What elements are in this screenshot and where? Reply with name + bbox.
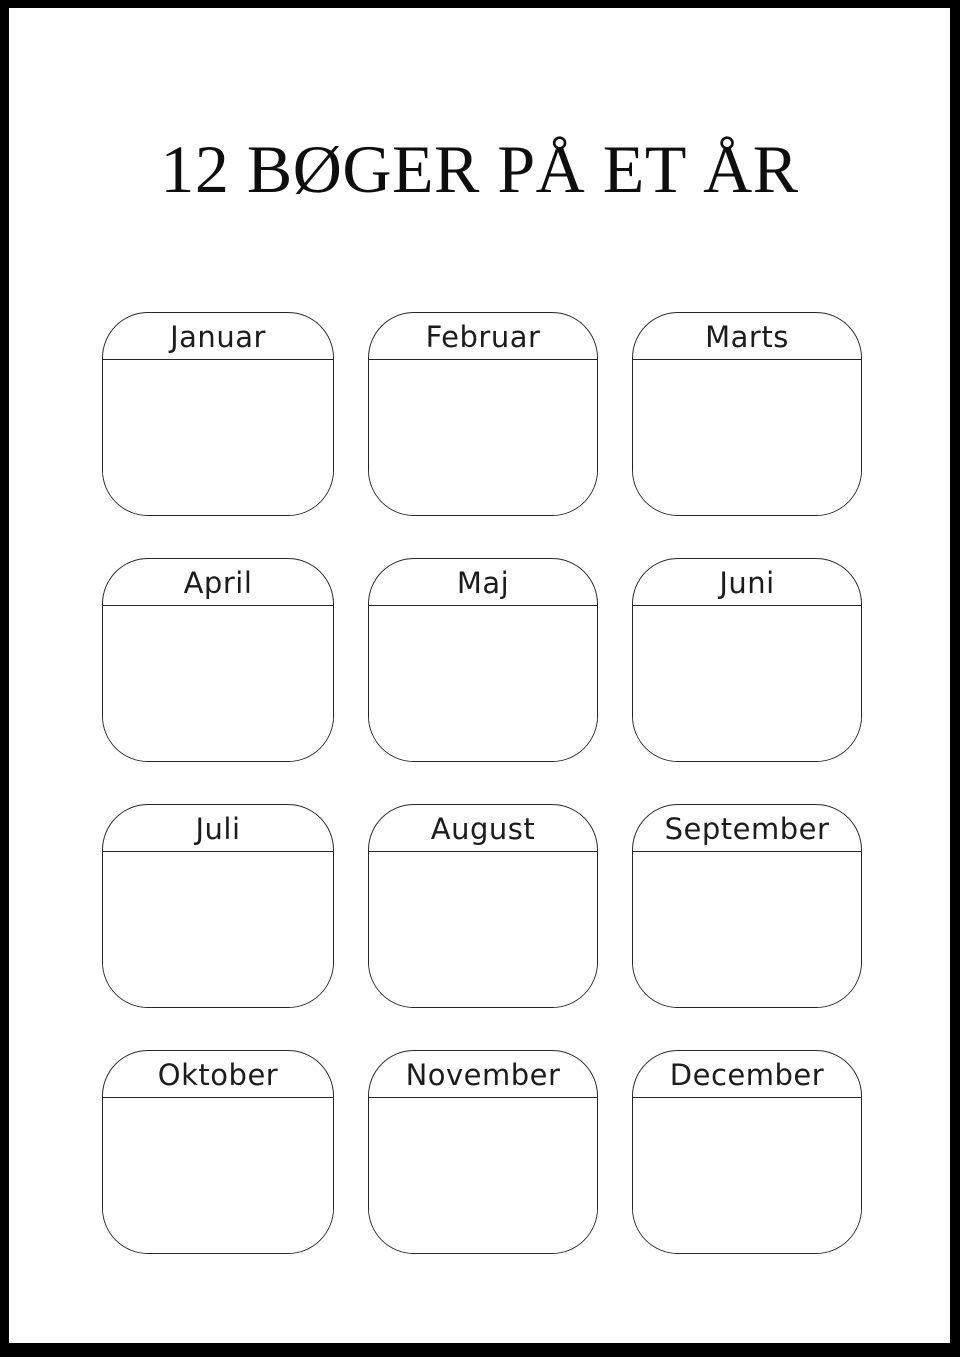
month-entry-area	[633, 852, 861, 1007]
month-box-juni	[632, 558, 862, 762]
month-label: Juli	[195, 811, 241, 846]
month-entry-area	[369, 360, 597, 515]
month-entry-area	[369, 852, 597, 1007]
month-header	[633, 1051, 861, 1098]
month-header	[103, 805, 333, 852]
page-title: 12 BØGER PÅ ET ÅR	[160, 131, 799, 207]
month-box-december	[632, 1050, 862, 1254]
month-header	[103, 1051, 333, 1098]
month-label: Marts	[705, 319, 789, 354]
month-header	[369, 559, 597, 606]
month-box-april	[102, 558, 334, 762]
month-header	[103, 559, 333, 606]
months-grid	[102, 312, 950, 1254]
month-box-november	[368, 1050, 598, 1254]
month-label: September	[664, 811, 830, 846]
month-label: Januar	[170, 319, 266, 354]
month-label: Juni	[719, 565, 775, 600]
month-label: Oktober	[157, 1057, 279, 1092]
month-entry-area	[103, 852, 333, 1007]
month-box-juli	[102, 804, 334, 1008]
month-box-marts	[632, 312, 862, 516]
month-box-maj	[368, 558, 598, 762]
month-label: Maj	[456, 565, 510, 600]
month-entry-area	[633, 606, 861, 761]
month-entry-area	[633, 360, 861, 515]
month-label: Februar	[425, 319, 541, 354]
month-entry-area	[369, 1098, 597, 1253]
month-box-januar	[102, 312, 334, 516]
month-box-august	[368, 804, 598, 1008]
month-box-februar	[368, 312, 598, 516]
month-box-oktober	[102, 1050, 334, 1254]
month-label: November	[405, 1057, 561, 1092]
month-box-september	[632, 804, 862, 1008]
month-header	[633, 559, 861, 606]
month-label: December	[669, 1057, 825, 1092]
month-entry-area	[633, 1098, 861, 1253]
month-header	[369, 1051, 597, 1098]
month-label: August	[430, 811, 536, 846]
month-entry-area	[369, 606, 597, 761]
month-entry-area	[103, 1098, 333, 1253]
month-header	[369, 313, 597, 360]
month-header	[103, 313, 333, 360]
month-header	[633, 313, 861, 360]
month-entry-area	[103, 360, 333, 515]
month-label: April	[183, 565, 253, 600]
month-header	[633, 805, 861, 852]
month-entry-area	[103, 606, 333, 761]
month-header	[369, 805, 597, 852]
